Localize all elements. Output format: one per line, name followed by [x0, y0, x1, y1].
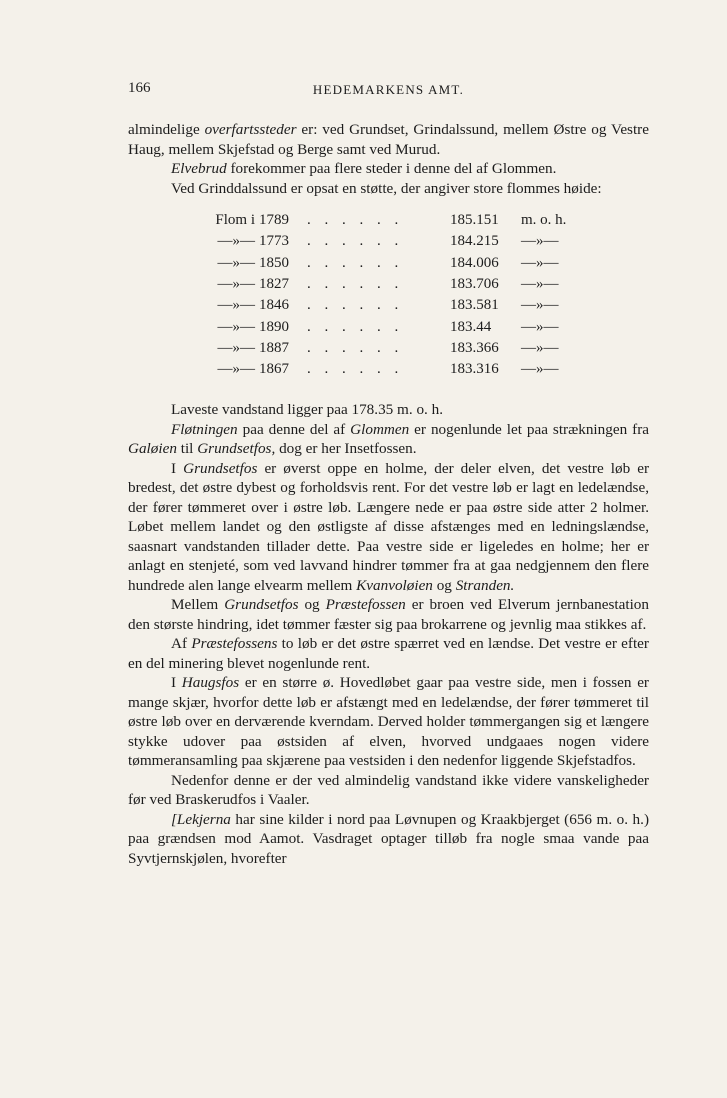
text-run: dog er her Insetfossen. — [275, 440, 417, 457]
flood-unit: —»— — [521, 318, 559, 335]
flood-row — [128, 318, 649, 337]
flood-year: 1789 — [259, 212, 289, 228]
flood-row — [128, 254, 649, 273]
dot-leaders: . . . . . . — [307, 254, 404, 271]
text-run: Nedenfor denne er der ved almindelig vandstand ikke videre vanskeligheder før ved Braskerudfos i Vaaler. — [128, 771, 649, 808]
text-run: og — [432, 576, 456, 594]
body-paragraph — [128, 420, 649, 459]
italic-term: Haugsfos — [181, 674, 240, 691]
flood-height: 183.581 — [450, 297, 499, 314]
text-run: paa denne del af — [237, 420, 351, 438]
italic-term: Præstefossens — [191, 635, 278, 652]
flood-row — [128, 360, 649, 379]
body-paragraph — [128, 810, 649, 869]
italic-term: Galøien — [128, 440, 177, 457]
text-run: Af — [171, 635, 192, 652]
flood-unit: —»— — [521, 361, 559, 378]
flood-height: 184.215 — [450, 233, 499, 250]
text-run: Ved Grinddalssund er opsat en støtte, der angiver store flommes høide: — [171, 179, 602, 197]
dot-leaders: . . . . . . — [307, 339, 404, 356]
flood-height: 183.706 — [450, 275, 499, 292]
flood-height: 183.366 — [450, 339, 499, 356]
page-number: 166 — [128, 80, 151, 96]
italic-term: Fløtningen — [171, 420, 238, 438]
text-run: to løb er det østre spærret ved en lændse. Det vestre er efter en del minering blevet nogenlunde rent. — [128, 635, 649, 672]
italic-term: Præstefossen — [325, 596, 406, 613]
text-run: er nogenlunde let paa strækningen fra — [409, 420, 649, 438]
flood-height: 183.316 — [450, 361, 499, 378]
body-paragraph — [128, 595, 649, 634]
text-run: almindelige — [128, 121, 205, 138]
flood-label: —»— — [217, 275, 255, 292]
body-paragraph — [128, 771, 649, 810]
italic-term: Stranden. — [455, 576, 515, 594]
flood-height: 185.151 — [450, 212, 499, 228]
text-run: Laveste vandstand ligger paa 178.35 m. o. h. — [171, 401, 444, 418]
flood-year: 1827 — [259, 275, 289, 292]
text-run: I — [171, 674, 182, 691]
flood-unit: —»— — [521, 254, 559, 271]
flood-label: —»— — [217, 254, 255, 271]
flood-label: —»— — [217, 297, 255, 314]
flood-unit: —»— — [521, 339, 559, 356]
text-run: er en større ø. Hovedløbet gaar paa vestre side, men i fossen er mange skjær, hvorfor dette løb er afstængt med en ledelændse, der fører tømmeret til østre løb over en derværende kverndam. Derved holder tømmergangen sig et længere stykke udover paa østsiden af elven, hvorved undgaaes nogen videre tømmeransamling paa skjærene paa vestsiden i den nedenfor liggende Skjefstadfos. — [128, 674, 649, 769]
dot-leaders: . . . . . . — [307, 318, 404, 335]
text-run: er broen ved Elverum jernbanestation den største hindring, idet tømmer fæster sig paa brokarrene og jevnlig maa stikkes af. — [128, 596, 649, 633]
body-paragraph — [128, 634, 649, 673]
flood-row — [128, 296, 649, 315]
flood-label: —»— — [217, 361, 255, 378]
italic-term: [Lekjerna — [171, 810, 231, 828]
flood-height: 184.006 — [450, 254, 499, 271]
flood-unit: m. o. h. — [521, 212, 567, 228]
text-run: Mellem — [171, 596, 225, 613]
dot-leaders: . . . . . . — [307, 233, 404, 250]
italic-term: overfartssteder — [204, 121, 297, 138]
text-run: I — [171, 459, 184, 477]
italic-term: Grundsetfos — [224, 596, 299, 613]
flood-year: 1887 — [259, 339, 289, 356]
text-run: og — [298, 596, 326, 613]
text-run: forekommer paa flere steder i denne del af Glommen. — [226, 160, 557, 177]
flood-label: Flom i — [215, 212, 255, 228]
flood-label: —»— — [217, 233, 255, 250]
flood-row — [128, 211, 649, 230]
flood-row — [128, 232, 649, 251]
italic-term: Grundsetfos, — [197, 440, 276, 457]
text-run: er: ved Grundset, Grindalssund, mellem Østre og Vestre Haug, mellem Skjefstad og Berge samt ved Murud. — [128, 121, 649, 158]
text-run: til — [176, 440, 198, 457]
italic-term: Grundsetfos — [183, 459, 258, 477]
dot-leaders: . . . . . . — [307, 212, 404, 228]
italic-term: Glommen — [350, 420, 410, 438]
flood-year: 1867 — [259, 361, 289, 378]
elvebrud-paragraph — [128, 159, 649, 179]
page-body — [128, 120, 649, 868]
page-header — [128, 80, 649, 104]
flood-row — [128, 339, 649, 358]
flood-unit: —»— — [521, 233, 559, 250]
body-paragraph — [128, 400, 649, 420]
flood-row — [128, 275, 649, 294]
flood-label: —»— — [217, 318, 255, 335]
body-paragraph — [128, 673, 649, 771]
text-run: er øverst oppe en holme, der deler elven, det vestre løb er bredest, det østre dybest og forholdsvis rent. For det vestre løb er lagt en ledelændse, der fører tømmeret over i østre løb. Længere nede er paa østre side atter 2 holmer. Løbet mellem landet og den østligste af disse afstænges med en ledningslændse, saasnart vandstanden tillader dette. Paa vestre side er ligeledes en holme; her er anlagt en stenjeté, som ved lavvand hindrer tømmer fra at gaa nedgjennem den flere hundrede alen lange elvearm mellem — [128, 459, 650, 594]
stotte-paragraph — [128, 179, 649, 199]
flood-height-table — [128, 211, 649, 391]
flood-height: 183.44 — [450, 318, 492, 335]
body-paragraphs — [128, 400, 649, 868]
flood-year: 1850 — [259, 254, 289, 271]
body-paragraph — [128, 459, 649, 596]
dot-leaders: . . . . . . — [307, 297, 404, 314]
dot-leaders: . . . . . . — [307, 275, 404, 292]
text-run: har sine kilder i nord paa Løvnupen og Kraakbjerget (656 m. o. h.) paa grændsen mod Aamot. Vasdraget optager tilløb fra nogle smaa vande paa Syvtjernskjølen, hvorefter — [128, 810, 649, 867]
italic-term: Kvanvoløien — [356, 576, 433, 594]
flood-label: —»— — [217, 339, 255, 356]
flood-year: 1773 — [259, 233, 289, 250]
running-head: HEDEMARKENS AMT. — [312, 82, 465, 97]
flood-year: 1846 — [259, 297, 289, 314]
italic-term: Elvebrud — [171, 160, 227, 177]
dot-leaders: . . . . . . — [307, 361, 404, 378]
flood-unit: —»— — [521, 297, 559, 314]
flood-unit: —»— — [521, 275, 559, 292]
flood-year: 1890 — [259, 318, 289, 335]
intro-paragraph — [128, 120, 649, 159]
